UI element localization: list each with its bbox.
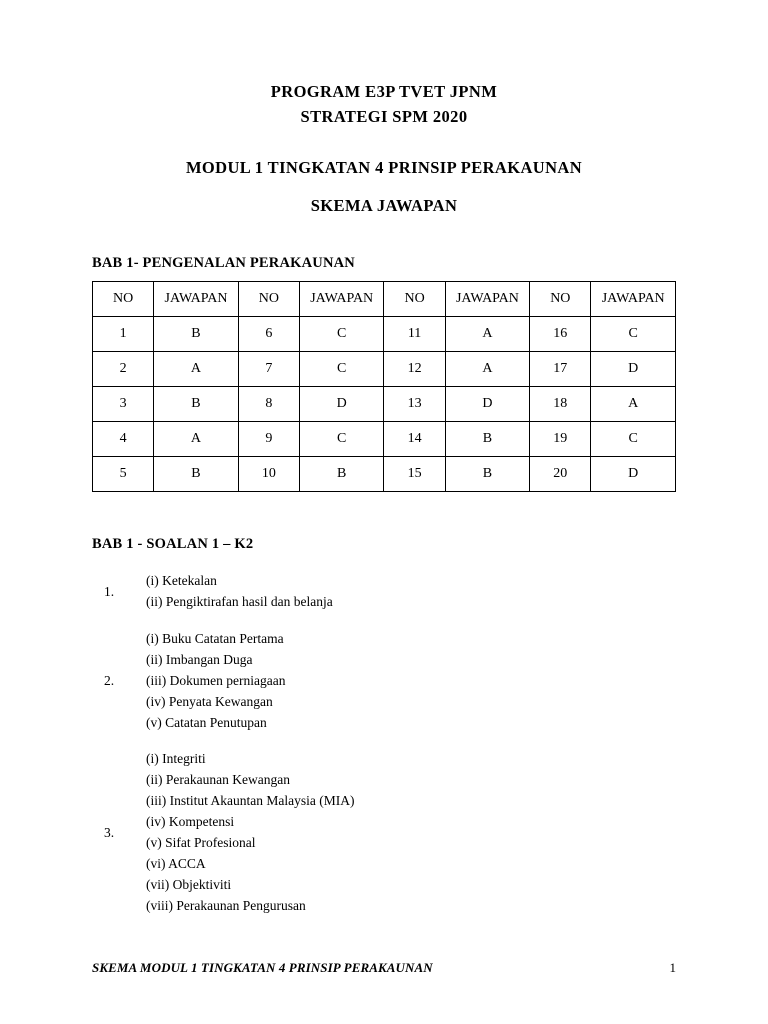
table-cell: 12: [384, 352, 445, 387]
footer-title: SKEMA MODUL 1 TINGKATAN 4 PRINSIP PERAKAUNAN: [92, 960, 433, 975]
table-cell: C: [591, 317, 676, 352]
table-cell: D: [445, 387, 530, 422]
answer-line: (vi) ACCA: [146, 856, 206, 872]
table-header-cell: NO: [384, 282, 445, 317]
table-cell: 14: [384, 422, 445, 457]
question-number: 1.: [104, 583, 115, 599]
table-cell: B: [154, 387, 239, 422]
answer-line: (viii) Perakaunan Pengurusan: [146, 897, 306, 913]
table-header-row: [93, 282, 676, 317]
table-cell: D: [299, 387, 384, 422]
document-title-block: [92, 80, 676, 219]
answer-line: (v) Sifat Profesional: [146, 835, 256, 851]
question-number: 2.: [104, 673, 115, 689]
table-header-cell: NO: [238, 282, 299, 317]
question-number: 3.: [104, 825, 115, 841]
table-row: [93, 387, 676, 422]
table-cell: C: [299, 352, 384, 387]
table-cell: B: [154, 457, 239, 492]
table-cell: C: [299, 317, 384, 352]
table-cell: B: [445, 457, 530, 492]
answer-line: (iii) Dokumen perniagaan: [146, 672, 286, 688]
table-cell: A: [445, 352, 530, 387]
table-header-cell: JAWAPAN: [591, 282, 676, 317]
table-cell: 1: [93, 317, 154, 352]
table-cell: 6: [238, 317, 299, 352]
table-cell: D: [591, 352, 676, 387]
table-cell: 4: [93, 422, 154, 457]
page-footer: [92, 960, 676, 976]
table-header-cell: JAWAPAN: [445, 282, 530, 317]
table-cell: A: [445, 317, 530, 352]
sub-heading-soalan: BAB 1 - SOALAN 1 – K2: [92, 536, 254, 552]
table-header-cell: JAWAPAN: [299, 282, 384, 317]
table-row: [93, 422, 676, 457]
table-header-cell: NO: [530, 282, 591, 317]
title-line-strategi: STRATEGI SPM 2020: [300, 106, 468, 126]
table-cell: 7: [238, 352, 299, 387]
answer-line: (iv) Penyata Kewangan: [146, 693, 273, 709]
answer-line: (vii) Objektiviti: [146, 876, 232, 892]
section-heading-bab1: BAB 1- PENGENALAN PERAKAUNAN: [92, 255, 355, 271]
title-line-program: PROGRAM E3P TVET JPNM: [270, 82, 498, 101]
question-answers: [146, 749, 676, 916]
title-line-skema: SKEMA JAWAPAN: [310, 196, 458, 216]
answers-table: [92, 281, 676, 492]
question-list: [100, 571, 676, 917]
table-cell: B: [154, 317, 239, 352]
table-cell: 8: [238, 387, 299, 422]
table-cell: D: [591, 457, 676, 492]
table-cell: B: [299, 457, 384, 492]
question-answers: [146, 571, 676, 613]
table-cell: 3: [93, 387, 154, 422]
table-cell: 18: [530, 387, 591, 422]
table-cell: 5: [93, 457, 154, 492]
table-row: [93, 352, 676, 387]
table-header-cell: NO: [93, 282, 154, 317]
table-cell: 2: [93, 352, 154, 387]
question-item: [100, 749, 676, 916]
table-cell: 19: [530, 422, 591, 457]
table-cell: B: [445, 422, 530, 457]
question-item: [100, 629, 676, 734]
table-cell: A: [154, 422, 239, 457]
table-cell: 11: [384, 317, 445, 352]
table-cell: 20: [530, 457, 591, 492]
answer-line: (i) Integriti: [146, 751, 206, 767]
table-row: [93, 457, 676, 492]
table-cell: 10: [238, 457, 299, 492]
table-header-cell: JAWAPAN: [154, 282, 239, 317]
question-item: [100, 571, 676, 613]
answer-line: (i) Ketekalan: [146, 573, 217, 588]
answer-line: (v) Catatan Penutupan: [146, 714, 267, 730]
table-cell: C: [299, 422, 384, 457]
answer-line: (iv) Kompetensi: [146, 814, 235, 830]
table-cell: 13: [384, 387, 445, 422]
table-row: [93, 317, 676, 352]
table-cell: 15: [384, 457, 445, 492]
question-answers: [146, 629, 676, 734]
table-cell: 17: [530, 352, 591, 387]
table-cell: A: [591, 387, 676, 422]
footer-page-number: 1: [669, 960, 676, 975]
table-cell: A: [154, 352, 239, 387]
answer-line: (ii) Perakaunan Kewangan: [146, 772, 290, 788]
answer-line: (ii) Pengiktirafan hasil dan belanja: [146, 593, 333, 609]
table-cell: 16: [530, 317, 591, 352]
answer-line: (ii) Imbangan Duga: [146, 651, 253, 667]
answer-line: (i) Buku Catatan Pertama: [146, 630, 284, 646]
answer-line: (iii) Institut Akauntan Malaysia (MIA): [146, 793, 355, 809]
table-cell: 9: [238, 422, 299, 457]
table-cell: C: [591, 422, 676, 457]
title-line-modul: MODUL 1 TINGKATAN 4 PRINSIP PERAKAUNAN: [185, 157, 583, 177]
